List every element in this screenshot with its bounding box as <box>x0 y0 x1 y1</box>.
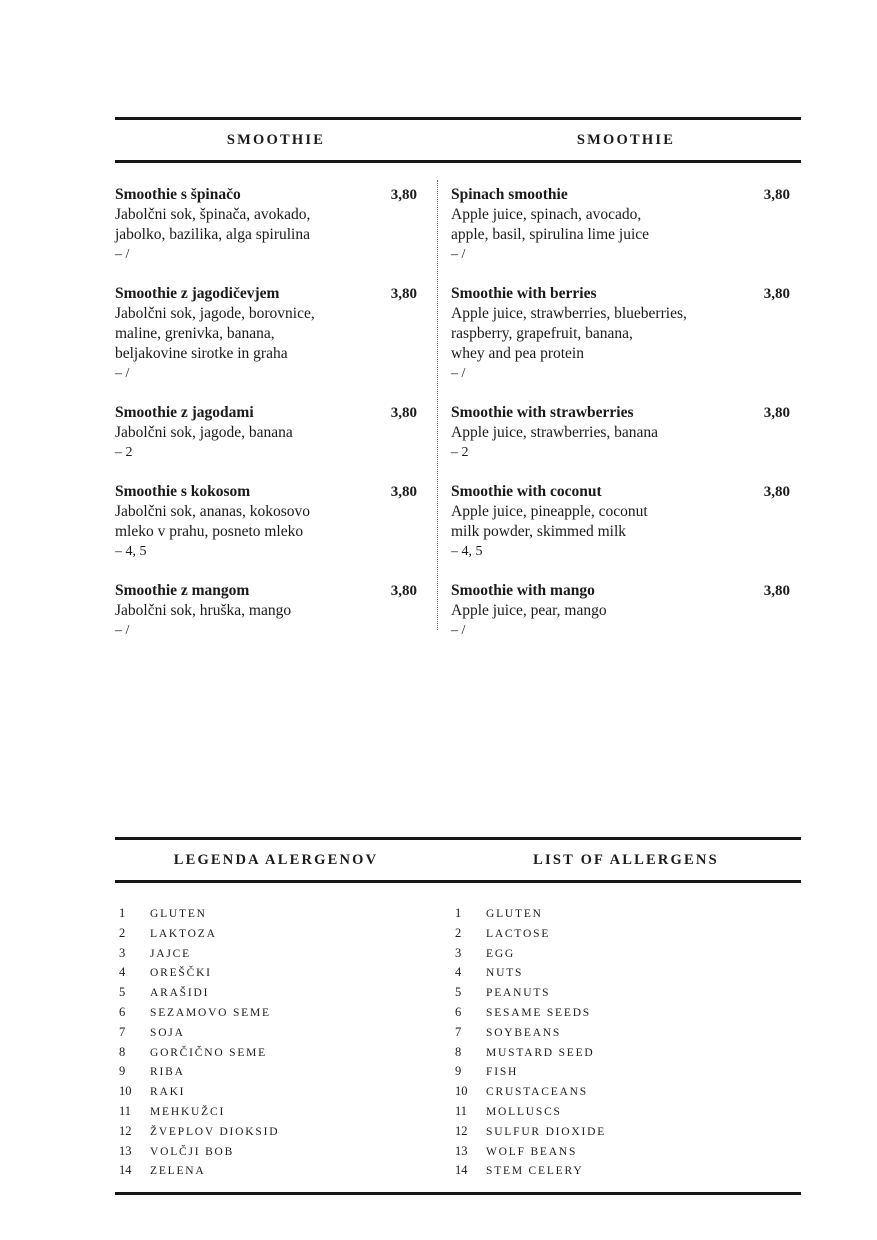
allergen-number: 10 <box>119 1084 132 1099</box>
allergen-name-sl: RIBA <box>150 1066 185 1079</box>
allergen-name-en: PEANUTS <box>486 987 551 1000</box>
item-allergens: – / <box>115 623 130 638</box>
allergen-number: 5 <box>455 985 462 1000</box>
allergen-name-en: WOLF BEANS <box>486 1145 578 1158</box>
allergen-number: 6 <box>455 1004 462 1019</box>
item-title: Smoothie z jagodami <box>115 404 254 421</box>
allergen-number: 2 <box>455 925 462 940</box>
allergen-row <box>115 1023 801 1043</box>
allergen-row <box>115 983 801 1003</box>
legend-header-rule <box>115 880 801 883</box>
allergen-number: 8 <box>455 1044 462 1059</box>
allergen-name-sl: LAKTOZA <box>150 927 217 940</box>
allergen-number: 4 <box>455 965 462 980</box>
allergen-number: 3 <box>119 945 126 960</box>
allergen-name-sl: JAJCE <box>150 947 191 960</box>
allergen-name-en: SULFUR DIOXIDE <box>486 1125 607 1138</box>
item-title: Smoothie with berries <box>451 285 597 302</box>
allergen-name-sl: MEHKUŽCI <box>150 1105 226 1118</box>
item-title: Spinach smoothie <box>451 186 568 203</box>
menu-item-sl <box>115 403 437 463</box>
item-description: milk powder, skimmed milk <box>451 523 627 540</box>
allergen-row <box>115 963 801 983</box>
allergen-name-sl: ARAŠIDI <box>150 987 210 1000</box>
item-title: Smoothie z mangom <box>115 582 250 599</box>
allergen-name-en: GLUTEN <box>486 908 543 920</box>
item-description: Apple juice, spinach, avocado, <box>451 206 642 223</box>
page-content <box>115 117 801 1195</box>
allergen-number: 6 <box>119 1004 126 1019</box>
item-allergens: – / <box>451 247 466 262</box>
item-description: Jabolčni sok, jagode, banana <box>115 424 293 441</box>
allergen-list <box>115 904 801 1181</box>
bottom-rule <box>115 1192 801 1195</box>
menu-item-en <box>451 581 801 641</box>
legend-title-sl: LEGENDA ALERGENOV <box>173 851 379 868</box>
item-price: 3,80 <box>390 187 417 203</box>
allergen-number: 3 <box>455 945 462 960</box>
allergen-name-en: STEM CELERY <box>486 1165 584 1178</box>
legend-header-band <box>115 840 801 880</box>
allergen-name-sl: SEZAMOVO SEME <box>150 1006 271 1019</box>
allergen-name-sl: GORČIČNO SEME <box>150 1046 268 1059</box>
allergen-name-sl: ZELENA <box>150 1165 206 1178</box>
item-description: Apple juice, pear, mango <box>451 602 607 619</box>
section-title-sl: SMOOTHIE <box>226 131 326 148</box>
allergen-number: 7 <box>119 1024 126 1039</box>
allergen-name-en: SOYBEANS <box>486 1026 562 1039</box>
item-price: 3,80 <box>390 583 417 599</box>
allergen-row <box>115 1102 801 1122</box>
allergen-number: 13 <box>119 1143 132 1158</box>
allergen-name-sl: GLUTEN <box>150 908 207 920</box>
menu-item-sl <box>115 482 437 562</box>
allergen-name-en: LACTOSE <box>486 927 551 940</box>
menu-item-en <box>451 284 801 384</box>
allergen-name-sl: RAKI <box>150 1086 186 1099</box>
item-allergens: – / <box>451 366 466 381</box>
section-header-rule <box>115 160 801 163</box>
item-description: jabolko, bazilika, alga spirulina <box>115 226 310 243</box>
allergen-number: 13 <box>455 1143 468 1158</box>
allergen-number: 12 <box>119 1123 132 1138</box>
menu-item-sl <box>115 185 437 265</box>
item-description: apple, basil, spirulina lime juice <box>451 226 650 243</box>
allergen-number: 9 <box>455 1064 462 1079</box>
item-description: Jabolčni sok, ananas, kokosovo <box>115 503 311 520</box>
allergen-row <box>115 924 801 944</box>
item-price: 3,80 <box>763 405 790 421</box>
item-allergens: – 4, 5 <box>115 544 147 559</box>
allergen-number: 10 <box>455 1084 468 1099</box>
section-title-en: SMOOTHIE <box>576 131 676 148</box>
item-description: whey and pea protein <box>451 345 584 362</box>
item-description: Jabolčni sok, hruška, mango <box>115 602 292 619</box>
item-price: 3,80 <box>390 286 417 302</box>
menu-item-en <box>451 185 801 265</box>
item-price: 3,80 <box>390 484 417 500</box>
allergen-row <box>115 1142 801 1162</box>
menu-item-row <box>115 284 801 384</box>
allergen-name-en: CRUSTACEANS <box>486 1086 588 1099</box>
item-price: 3,80 <box>763 484 790 500</box>
menu-item-row <box>115 482 801 562</box>
allergen-row <box>115 1003 801 1023</box>
item-description: mleko v prahu, posneto mleko <box>115 523 304 540</box>
menu-item-row <box>115 185 801 265</box>
item-allergens: – 2 <box>451 445 469 460</box>
allergen-name-sl: SOJA <box>150 1026 185 1039</box>
menu-item-row <box>115 403 801 463</box>
allergen-name-en: MUSTARD SEED <box>486 1046 595 1059</box>
item-description: Apple juice, strawberries, banana <box>451 424 659 441</box>
allergen-row <box>115 1161 801 1181</box>
section-header-band <box>115 120 801 160</box>
item-description: maline, grenivka, banana, <box>115 325 275 342</box>
allergen-number: 5 <box>119 985 126 1000</box>
allergen-row <box>115 1122 801 1142</box>
allergen-number: 1 <box>119 906 126 920</box>
item-title: Smoothie with mango <box>451 582 595 599</box>
allergen-row <box>115 1043 801 1063</box>
item-description: raspberry, grapefruit, banana, <box>451 325 633 342</box>
item-price: 3,80 <box>763 583 790 599</box>
menu-item-en <box>451 403 801 463</box>
item-description: Jabolčni sok, špinača, avokado, <box>115 206 311 223</box>
allergen-row <box>115 944 801 964</box>
item-description: Apple juice, strawberries, blueberries, <box>451 305 687 322</box>
allergen-number: 4 <box>119 965 126 980</box>
item-price: 3,80 <box>763 286 790 302</box>
menu-item-sl <box>115 581 437 641</box>
item-description: Jabolčni sok, jagode, borovnice, <box>115 305 315 322</box>
allergen-name-en: EGG <box>486 947 516 960</box>
allergen-name-sl: ŽVEPLOV DIOKSID <box>150 1125 280 1138</box>
allergen-number: 2 <box>119 925 126 940</box>
allergen-name-sl: VOLČJI BOB <box>150 1145 235 1158</box>
allergen-name-en: FISH <box>486 1066 519 1079</box>
menu-items <box>115 185 801 641</box>
item-description: beljakovine sirotke in graha <box>115 345 288 362</box>
allergen-name-en: NUTS <box>486 967 524 980</box>
menu-item-row <box>115 581 801 641</box>
allergen-row <box>115 1082 801 1102</box>
item-title: Smoothie s kokosom <box>115 483 251 500</box>
allergen-number: 12 <box>455 1123 468 1138</box>
allergen-number: 11 <box>455 1103 468 1118</box>
item-allergens: – 2 <box>115 445 133 460</box>
item-allergens: – / <box>451 623 466 638</box>
item-title: Smoothie s špinačo <box>115 186 241 203</box>
allergen-name-en: MOLLUSCS <box>486 1105 562 1118</box>
allergen-number: 9 <box>119 1064 126 1079</box>
item-allergens: – / <box>115 366 130 381</box>
item-allergens: – 4, 5 <box>451 544 483 559</box>
allergen-name-sl: OREŠČKI <box>150 967 212 980</box>
menu-item-en <box>451 482 801 562</box>
allergen-number: 7 <box>455 1024 462 1039</box>
allergen-number: 1 <box>455 906 462 920</box>
item-price: 3,80 <box>390 405 417 421</box>
allergen-number: 14 <box>119 1163 132 1178</box>
item-title: Smoothie with coconut <box>451 483 602 500</box>
allergen-number: 14 <box>455 1163 468 1178</box>
smoothie-section <box>115 117 801 641</box>
item-price: 3,80 <box>763 187 790 203</box>
allergen-row <box>115 1062 801 1082</box>
item-title: Smoothie with strawberries <box>451 404 634 421</box>
menu-item-sl <box>115 284 437 384</box>
column-divider <box>437 180 438 630</box>
allergen-name-en: SESAME SEEDS <box>486 1006 591 1019</box>
item-description: Apple juice, pineapple, coconut <box>451 503 648 520</box>
allergen-row <box>115 904 801 924</box>
legend-title-en: LIST OF ALLERGENS <box>533 851 719 868</box>
item-title: Smoothie z jagodičevjem <box>115 285 280 302</box>
item-allergens: – / <box>115 247 130 262</box>
allergen-number: 11 <box>119 1103 132 1118</box>
allergen-number: 8 <box>119 1044 126 1059</box>
allergen-legend-section <box>115 837 801 1195</box>
